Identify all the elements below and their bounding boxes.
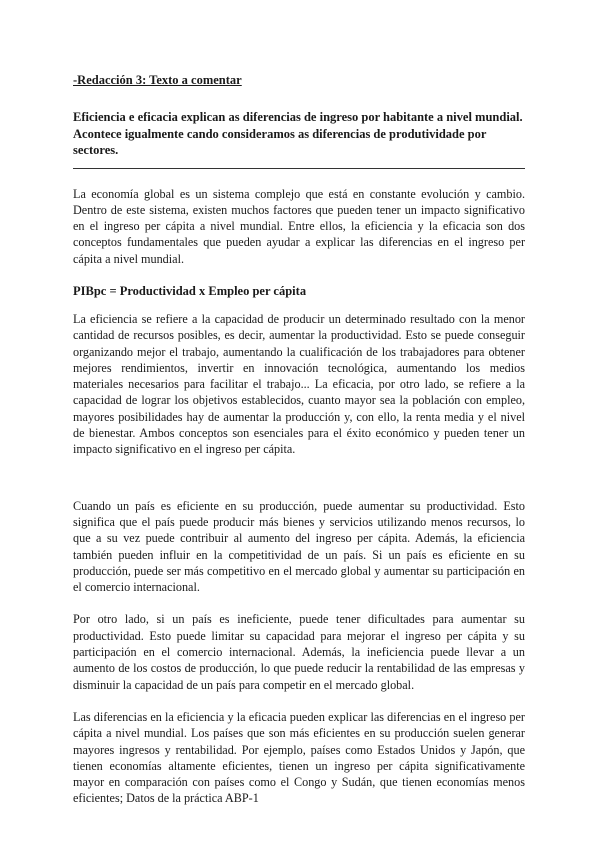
paragraph-intro: La economía global es un sistema complejo que está en constante evolución y cambio. Dentro de este sistema, existen muchos factores que pueden tener un impacto significativo en el ingreso per cápita a nivel mundial. Entre ellos, la eficiencia y la eficacia son dos conceptos fundamentales que pueden ayudar a explicar las diferencias en el ingreso per cápita a nivel mundial. [73,186,525,266]
formula-heading: PIBpc = Productividad x Empleo per cápita [73,283,307,298]
section-title: -Redacción 3: Texto a comentar [73,73,242,87]
horizontal-divider [73,168,525,169]
document-page [73,72,525,807]
document-subtitle: Eficiencia e eficacia explican as diferencias de ingreso por habitante a nivel mundial. Acontece igualmente cando consideramos as diferencias de produtividade por sectores. [73,110,523,157]
paragraph-inefficient-country: Por otro lado, si un país es ineficiente, puede tener dificultades para aumentar su productividad. Esto puede limitar su capacidad para mejorar el ingreso per cápita y su participación en el comercio internacional. Además, la ineficiencia puede llevar a un aumento de los costos de producción, lo que puede reducir la rentabilidad de las empresas y disminuir la capacidad de un país para competir en el mercado global. [73,612,525,692]
paragraph-efficient-country: Cuando un país es eficiente en su producción, puede aumentar su productividad. Esto significa que el país puede producir más bienes y servicios utilizando menos recursos, lo que a su vez puede contribuir al aumento del ingreso per cápita. Además, la eficiencia también pueden influir en la competitividad de un país. Si un país es eficiente en su producción, puede ser más competitivo en el mercado global y aumentar su participación en el comercio internacional. [73,498,525,595]
paragraph-efficiency: La eficiencia se refiere a la capacidad de producir un determinado resultado con la menor cantidad de recursos posibles, es decir, aumentar la productividad. Esto se puede conseguir organizando mejor el trabajo, aumentando la cualificación de los trabajadores para obtener mejores rendimientos, invertir en innovación tecnológica, aumentando los medios materiales necesarios para facilitar el trabajo... La eficacia, por otro lado, se refiere a la capacidad de lograr los objetivos establecidos, cuanto mayor sea la población con empleo, mayores posibilidades hay de aumentar la producción y, con ello, la renta media y el nivel de bienestar. Ambos conceptos son esenciales para el éxito económico y pueden tener un impacto significativo en el ingreso per cápita. [73,311,525,457]
paragraph-differences: Las diferencias en la eficiencia y la eficacia pueden explicar las diferencias en el ingreso per cápita a nivel mundial. Los países que son más eficientes en su producción suelen generar mayores ingresos y rentabilidad. Por ejemplo, países como Estados Unidos y Japón, que tienen economías altamente eficientes, tienen un ingreso per cápita significativamente mayor en comparación con países como el Congo y Sudán, que tienen economías menos eficientes; Datos de la práctica ABP-1 [73,709,525,806]
